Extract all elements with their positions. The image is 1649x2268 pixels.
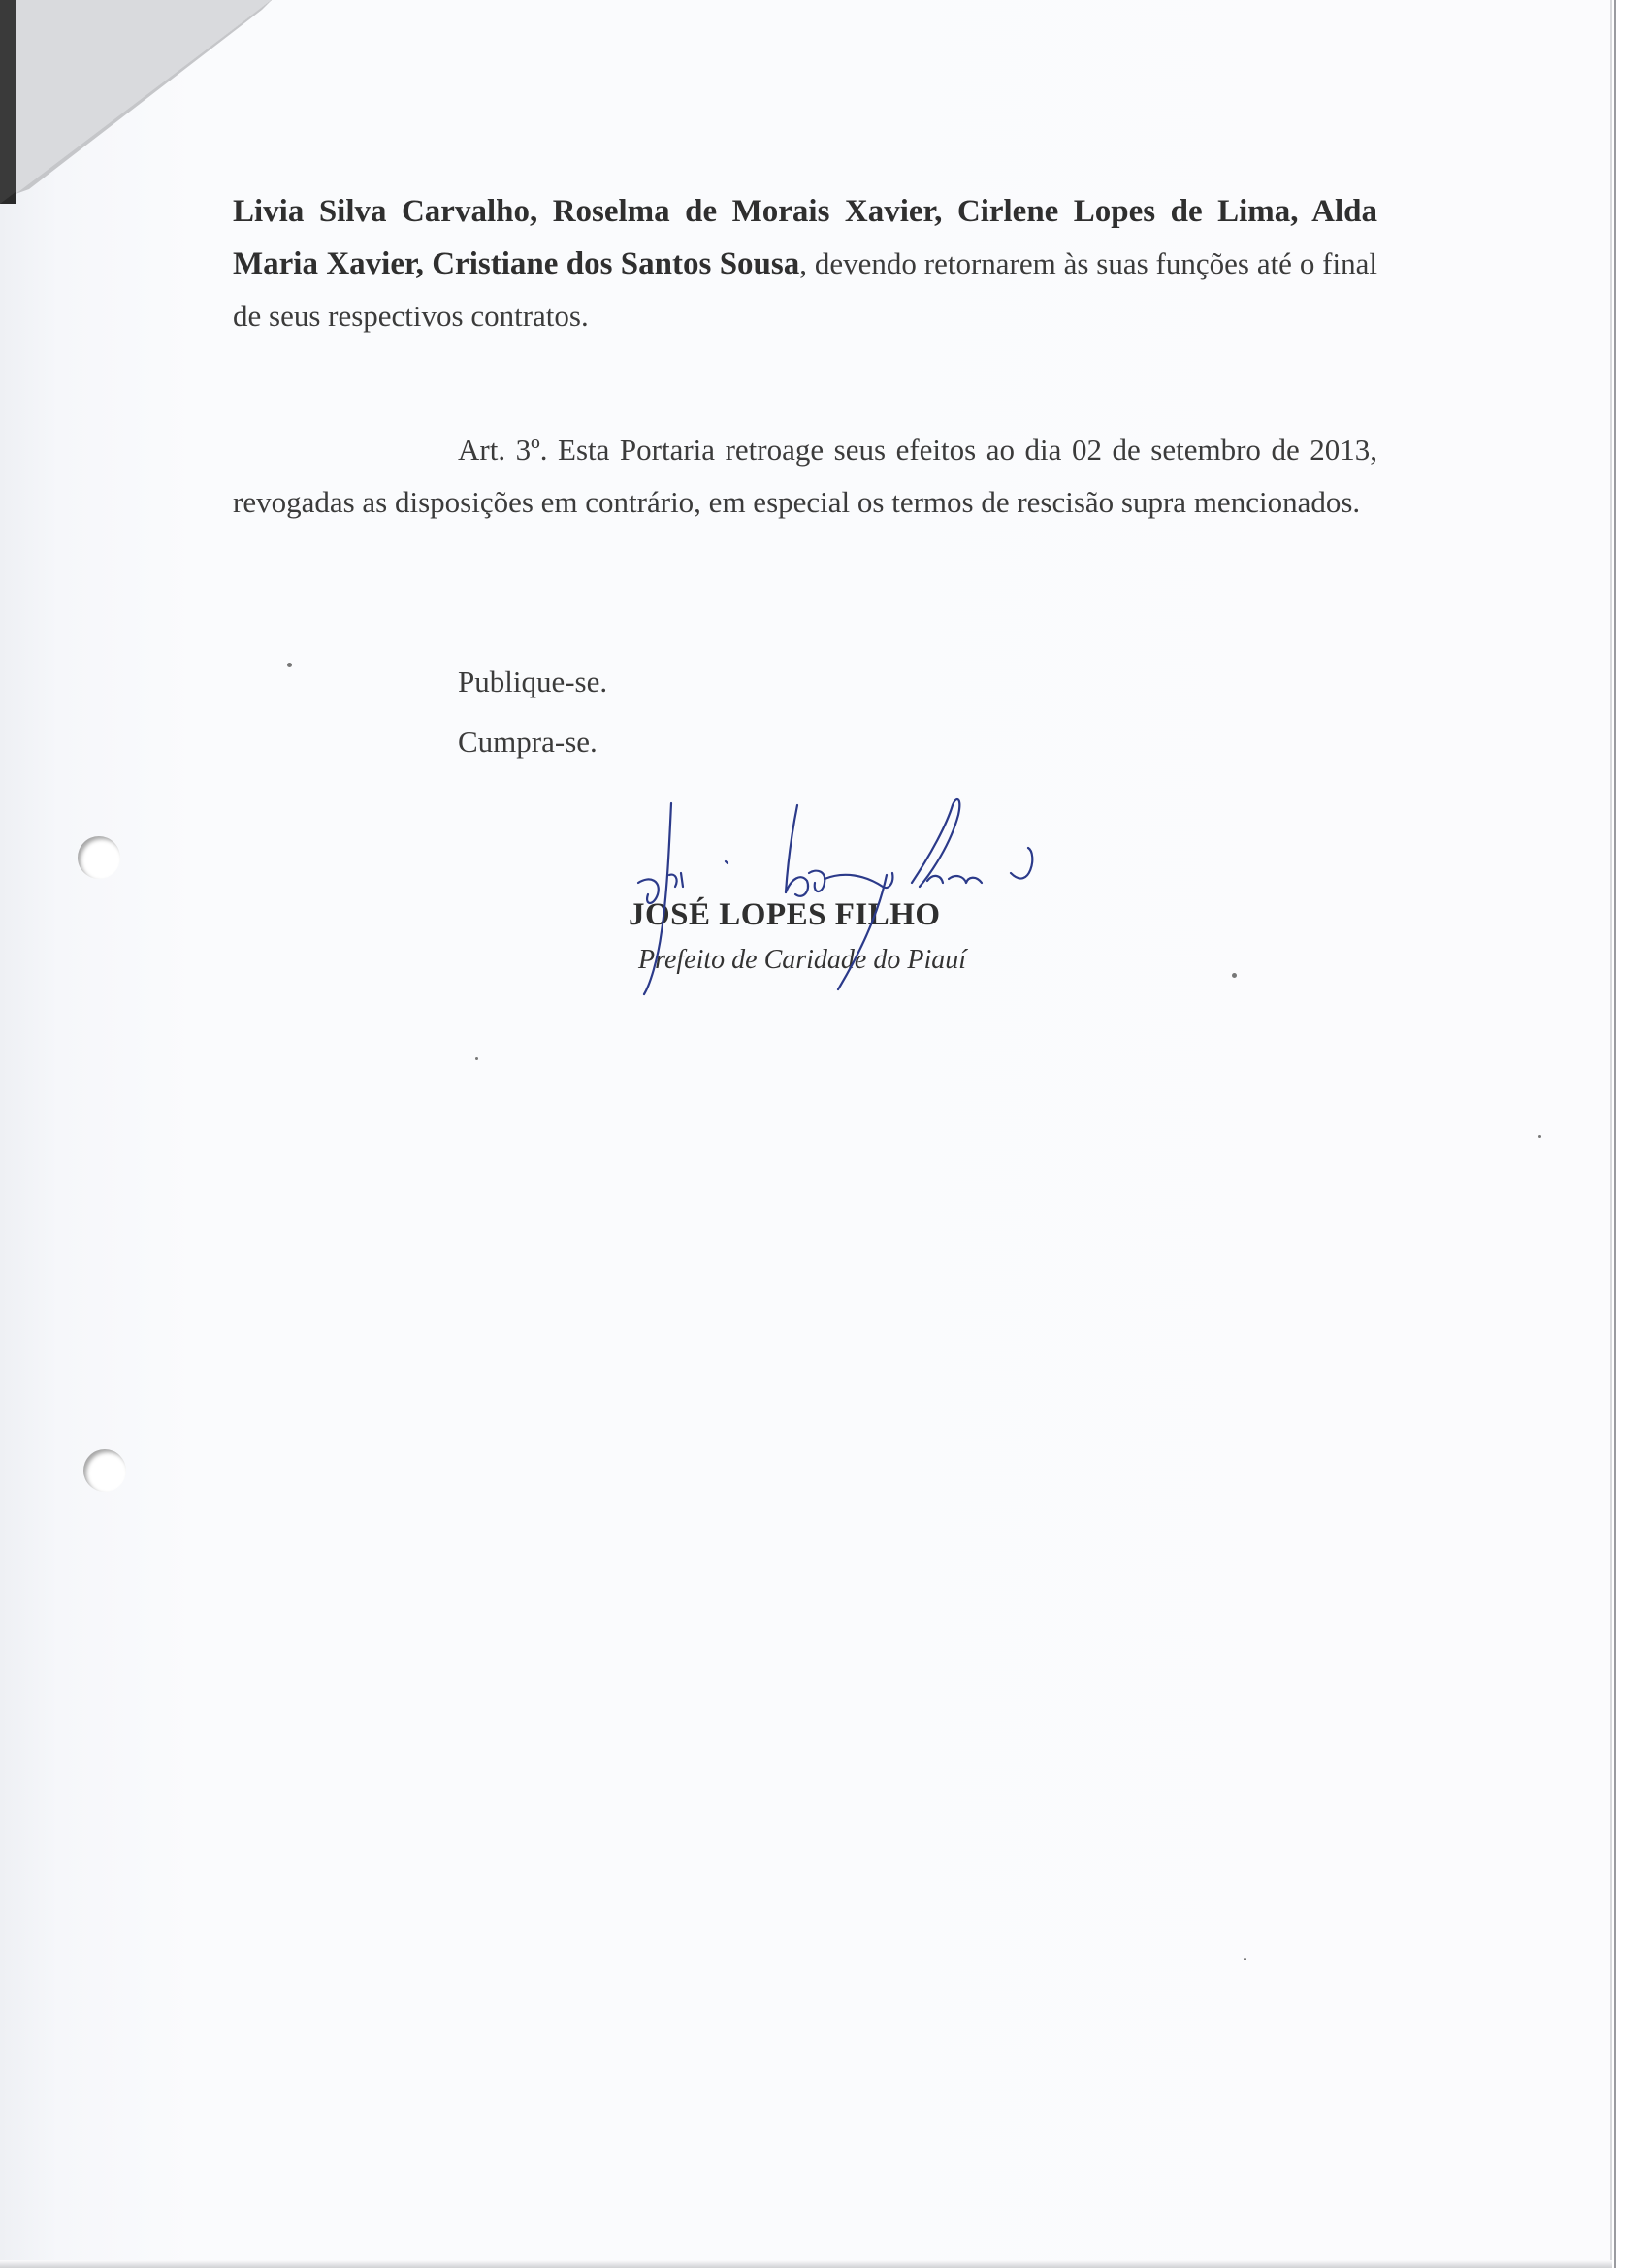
handwritten-signature — [611, 786, 1057, 1009]
page-edge-line — [1614, 0, 1616, 2268]
folded-corner — [0, 0, 272, 204]
signatory-name: JOSÉ LOPES FILHO — [629, 897, 941, 932]
scan-speck — [1244, 1958, 1246, 1960]
page-right-margin — [1610, 0, 1649, 2268]
punch-hole — [83, 1449, 126, 1492]
scan-speck — [475, 1057, 478, 1060]
signatory-title: Prefeito de Caridade do Piauí — [638, 945, 967, 975]
paragraph-names — [233, 185, 1377, 342]
publique-se-line: Publique-se. — [458, 664, 608, 698]
bold-names-line-2: Maria Xavier, Cristiane dos Santos Sousa — [233, 246, 800, 281]
article-3-paragraph: Art. 3º. Esta Portaria retroage seus efeitos ao dia 02 de setembro de 2013, revogadas as disposições em contrário, em especial os termos de rescisão supra mencionados. — [233, 433, 1377, 519]
bold-names-line-1: Livia Silva Carvalho, Roselma de Morais Xavier, Cirlene Lopes de Lima, Alda — [233, 194, 1377, 229]
scan-speck — [287, 663, 292, 667]
scan-speck — [1538, 1135, 1541, 1138]
page-bottom-edge — [0, 2260, 1612, 2268]
scan-speck — [1232, 973, 1237, 978]
paragraph-1-rest: , devendo retornarem às suas funções até o final de seus respectivos contratos. — [233, 246, 1377, 333]
punch-hole — [78, 836, 120, 879]
closing-block — [458, 656, 846, 776]
cumpra-se-line: Cumpra-se. — [458, 725, 598, 759]
